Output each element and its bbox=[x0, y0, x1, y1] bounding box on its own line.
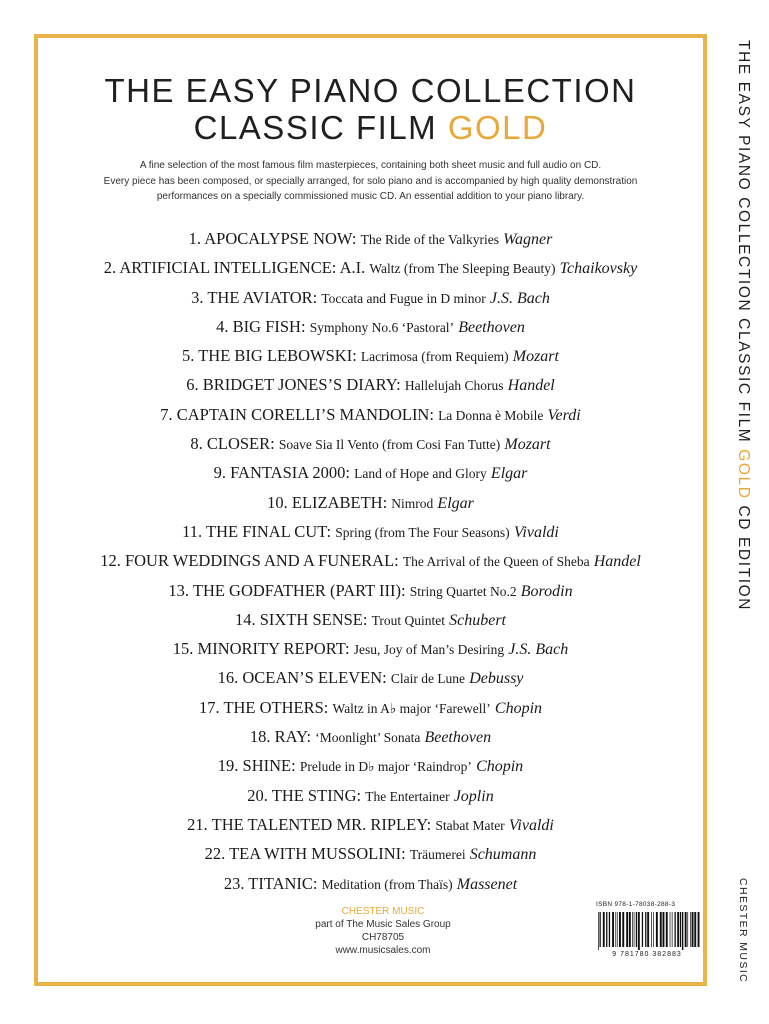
track-piece: La Donna è Mobile bbox=[438, 407, 544, 423]
track-number: 8. bbox=[190, 434, 203, 454]
track-composer: Beethoven bbox=[458, 318, 525, 336]
barcode-bar bbox=[698, 912, 700, 947]
track-composer: Chopin bbox=[494, 699, 543, 717]
track-film-title: OCEAN’S ELEVEN: bbox=[242, 668, 387, 688]
track-composer: Schumann bbox=[469, 846, 537, 864]
blurb-line: A fine selection of the most famous film masterpieces, containing both sheet music and full audio on CD. bbox=[139, 160, 602, 171]
track-number: 23. bbox=[223, 873, 245, 893]
track-film-title: THE TALENTED MR. RIPLEY: bbox=[211, 814, 432, 834]
track-piece: Spring (from The Four Seasons) bbox=[335, 524, 510, 540]
barcode-bar bbox=[615, 912, 616, 947]
track-film-title: THE GODFATHER (PART III): bbox=[192, 580, 406, 600]
track-film-title: RAY: bbox=[274, 727, 312, 747]
barcode-bar bbox=[663, 912, 665, 947]
barcode-bar bbox=[682, 912, 683, 950]
barcode-bar bbox=[632, 912, 633, 947]
track-piece: Waltz in A♭ major ‘Farewell’ bbox=[332, 700, 491, 716]
barcode-digits: 9 781780 382883 bbox=[612, 951, 682, 958]
track-item bbox=[34, 634, 707, 663]
track-item bbox=[34, 605, 707, 634]
barcode-bar bbox=[612, 912, 614, 947]
track-film-title: TEA WITH MUSSOLINI: bbox=[229, 844, 406, 864]
track-number: 6. bbox=[186, 375, 199, 395]
barcode-bar bbox=[598, 912, 599, 950]
track-item bbox=[34, 663, 707, 692]
track-item bbox=[34, 341, 707, 370]
track-film-title: ELIZABETH: bbox=[291, 492, 388, 512]
blurb-line: performances on a specially commissioned music CD. An essential addition to your piano library. bbox=[156, 191, 585, 202]
track-composer: Handel bbox=[507, 377, 555, 395]
track-composer: Massenet bbox=[456, 875, 518, 893]
track-number: 3. bbox=[191, 287, 204, 307]
track-piece: Toccata and Fugue in D minor bbox=[321, 290, 486, 306]
track-number: 17. bbox=[198, 697, 220, 717]
track-item bbox=[34, 869, 707, 898]
publisher-group: part of The Music Sales Group bbox=[315, 919, 451, 930]
track-item bbox=[34, 370, 707, 399]
barcode-bar bbox=[653, 912, 654, 947]
track-piece: Lacrimosa (from Requiem) bbox=[360, 349, 509, 365]
barcode-bar bbox=[690, 912, 691, 947]
blurb-line: Every piece has been composed, or specially arranged, for solo piano and is accompanied by high quality demonstration bbox=[103, 175, 638, 187]
barcode-bar bbox=[670, 912, 671, 947]
track-piece: Trout Quintet bbox=[371, 612, 445, 628]
track-composer: Wagner bbox=[503, 231, 553, 248]
track-item bbox=[34, 722, 707, 751]
track-piece: Träumerei bbox=[409, 847, 466, 863]
track-composer: Schubert bbox=[449, 611, 506, 629]
track-film-title: CLOSER: bbox=[206, 434, 275, 454]
track-number: 11. bbox=[182, 521, 203, 541]
track-piece: Waltz (from The Sleeping Beauty) bbox=[369, 261, 556, 277]
barcode-bar bbox=[642, 912, 643, 947]
track-number: 4. bbox=[216, 316, 229, 336]
track-piece: The Entertainer bbox=[365, 788, 450, 804]
barcode-bar bbox=[634, 912, 635, 947]
publisher-website: www.musicsales.com bbox=[335, 945, 431, 956]
barcode-bar bbox=[687, 912, 688, 947]
track-piece: ‘Moonlight’ Sonata bbox=[315, 730, 421, 746]
track-composer: Borodin bbox=[520, 582, 573, 600]
track-film-title: MINORITY REPORT: bbox=[197, 639, 350, 659]
track-item bbox=[34, 283, 707, 312]
track-piece: String Quartet No.2 bbox=[409, 583, 517, 599]
track-composer: Handel bbox=[593, 553, 641, 571]
barcode-bar bbox=[647, 912, 649, 947]
track-composer: Joplin bbox=[453, 787, 494, 805]
track-film-title: FANTASIA 2000: bbox=[230, 463, 350, 483]
track-item bbox=[34, 839, 707, 868]
track-piece: Meditation (from Thaïs) bbox=[321, 876, 453, 892]
track-piece: Nimrod bbox=[391, 495, 434, 511]
track-composer: Debussy bbox=[469, 670, 524, 688]
track-number: 18. bbox=[249, 727, 271, 747]
track-item bbox=[34, 429, 707, 458]
track-number: 14. bbox=[235, 609, 256, 629]
track-piece: Symphony No.6 ‘Pastoral’ bbox=[309, 319, 455, 335]
spine-title bbox=[734, 40, 752, 611]
track-composer: Beethoven bbox=[424, 729, 492, 747]
track-film-title: THE AVIATOR: bbox=[207, 287, 318, 307]
track-piece: The Ride of the Valkyries bbox=[360, 232, 500, 247]
track-piece: Clair de Lune bbox=[390, 671, 466, 687]
track-number: 2. bbox=[103, 258, 117, 278]
track-item bbox=[34, 488, 707, 517]
track-composer: Vivaldi bbox=[508, 816, 554, 834]
track-item bbox=[34, 253, 707, 282]
track-item bbox=[34, 546, 707, 575]
track-number: 19. bbox=[217, 756, 239, 776]
track-film-title: THE OTHERS: bbox=[223, 697, 329, 717]
spine-title-prefix: THE EASY PIANO COLLECTION CLASSIC FILM bbox=[735, 40, 752, 444]
track-film-title: BIG FISH: bbox=[232, 316, 306, 336]
barcode-bar bbox=[619, 912, 621, 947]
track-film-title: APOCALYPSE NOW: bbox=[204, 229, 357, 248]
barcode-bar bbox=[626, 912, 628, 947]
spine-title-suffix: CD EDITION bbox=[735, 505, 752, 612]
track-item bbox=[34, 458, 707, 487]
track-film-title: SHINE: bbox=[242, 756, 296, 776]
track-film-title: THE FINAL CUT: bbox=[206, 521, 332, 541]
barcode-bar bbox=[660, 912, 662, 947]
track-composer: Mozart bbox=[512, 348, 559, 366]
track-composer: Vivaldi bbox=[513, 523, 559, 541]
track-number: 22. bbox=[204, 844, 226, 864]
track-number: 21. bbox=[187, 814, 208, 834]
barcode-bar bbox=[645, 912, 646, 947]
track-piece: The Arrival of the Queen of Sheba bbox=[402, 554, 590, 570]
track-item bbox=[34, 224, 707, 253]
barcode-bar bbox=[603, 912, 605, 947]
track-composer: Verdi bbox=[547, 406, 581, 424]
publisher-imprint bbox=[283, 905, 483, 957]
barcode-bar bbox=[617, 912, 618, 947]
track-piece: Jesu, Joy of Man’s Desiring bbox=[353, 642, 505, 658]
track-item bbox=[34, 517, 707, 546]
track-list bbox=[34, 224, 707, 898]
track-piece: Land of Hope and Glory bbox=[354, 466, 487, 482]
publisher-name: CHESTER MUSIC bbox=[341, 906, 425, 917]
track-piece: Soave Sia Il Vento (from Cosi Fan Tutte) bbox=[278, 437, 501, 453]
barcode-bar bbox=[636, 912, 637, 947]
track-film-title: SIXTH SENSE: bbox=[259, 609, 368, 629]
track-number: 7. bbox=[160, 404, 173, 424]
track-piece: Prelude in D♭ major ‘Raindrop’ bbox=[299, 759, 472, 775]
track-composer: Chopin bbox=[476, 758, 524, 776]
track-piece: Stabat Mater bbox=[435, 817, 505, 833]
track-item bbox=[34, 751, 707, 780]
track-number: 9. bbox=[213, 463, 226, 483]
barcode-bar bbox=[651, 912, 652, 947]
track-number: 10. bbox=[267, 492, 288, 512]
track-composer: J.S. Bach bbox=[489, 289, 550, 307]
spine-brand: CHESTER MUSIC bbox=[737, 878, 749, 984]
track-composer: Elgar bbox=[437, 494, 474, 512]
track-composer: Mozart bbox=[504, 436, 551, 454]
barcode-bar bbox=[675, 912, 676, 947]
track-number: 5. bbox=[182, 346, 195, 366]
track-item bbox=[34, 312, 707, 341]
barcode-bar bbox=[692, 912, 694, 947]
track-film-title: ARTIFICIAL INTELLIGENCE: A.I. bbox=[119, 258, 366, 278]
barcode-bar bbox=[638, 912, 640, 950]
barcode-bar bbox=[656, 912, 658, 947]
barcode-bar bbox=[622, 912, 624, 947]
track-composer: J.S. Bach bbox=[508, 641, 569, 659]
cover-title-line1: THE EASY PIANO COLLECTION bbox=[104, 72, 637, 109]
track-film-title: TITANIC: bbox=[248, 873, 318, 893]
track-item bbox=[34, 400, 707, 429]
track-number: 12. bbox=[100, 551, 121, 571]
barcode-bar bbox=[629, 912, 631, 947]
track-item bbox=[34, 576, 707, 605]
barcode-bar bbox=[600, 912, 601, 947]
track-number: 15. bbox=[172, 639, 194, 659]
track-item bbox=[34, 693, 707, 722]
track-item bbox=[34, 810, 707, 839]
barcode-bar bbox=[680, 912, 681, 947]
barcode-bar bbox=[666, 912, 668, 947]
cover-title-line2-prefix: CLASSIC FILM bbox=[193, 109, 438, 146]
barcode-bar bbox=[606, 912, 607, 947]
track-item bbox=[34, 781, 707, 810]
track-number: 13. bbox=[168, 580, 190, 600]
track-number: 16. bbox=[217, 668, 239, 688]
track-film-title: THE STING: bbox=[271, 785, 362, 805]
barcode-bar bbox=[694, 912, 696, 947]
track-film-title: THE BIG LEBOWSKI: bbox=[198, 346, 357, 366]
catalogue-number: CH78705 bbox=[361, 932, 405, 943]
track-number: 20. bbox=[247, 785, 268, 805]
book-spine bbox=[716, 40, 768, 986]
track-film-title: FOUR WEDDINGS AND A FUNERAL: bbox=[124, 551, 399, 571]
track-number: 1. bbox=[188, 229, 202, 248]
spine-title-gold: GOLD bbox=[735, 449, 752, 500]
track-composer: Tchaikovsky bbox=[559, 260, 638, 278]
track-film-title: BRIDGET JONES’S DIARY: bbox=[202, 375, 401, 395]
cover-title-line2 bbox=[34, 110, 707, 146]
barcode-bar bbox=[685, 912, 687, 947]
track-film-title: CAPTAIN CORELLI’S MANDOLIN: bbox=[176, 404, 434, 424]
barcode bbox=[596, 912, 700, 950]
cover-title-gold: GOLD bbox=[447, 109, 548, 146]
barcode-bar bbox=[609, 912, 610, 947]
isbn-label: ISBN 978-1-78038-288-3 bbox=[596, 901, 676, 908]
track-composer: Elgar bbox=[490, 465, 528, 483]
barcode-bar bbox=[672, 912, 673, 947]
cover-blurb bbox=[60, 158, 681, 205]
barcode-bar bbox=[677, 912, 679, 947]
track-piece: Hallelujah Chorus bbox=[404, 378, 504, 394]
